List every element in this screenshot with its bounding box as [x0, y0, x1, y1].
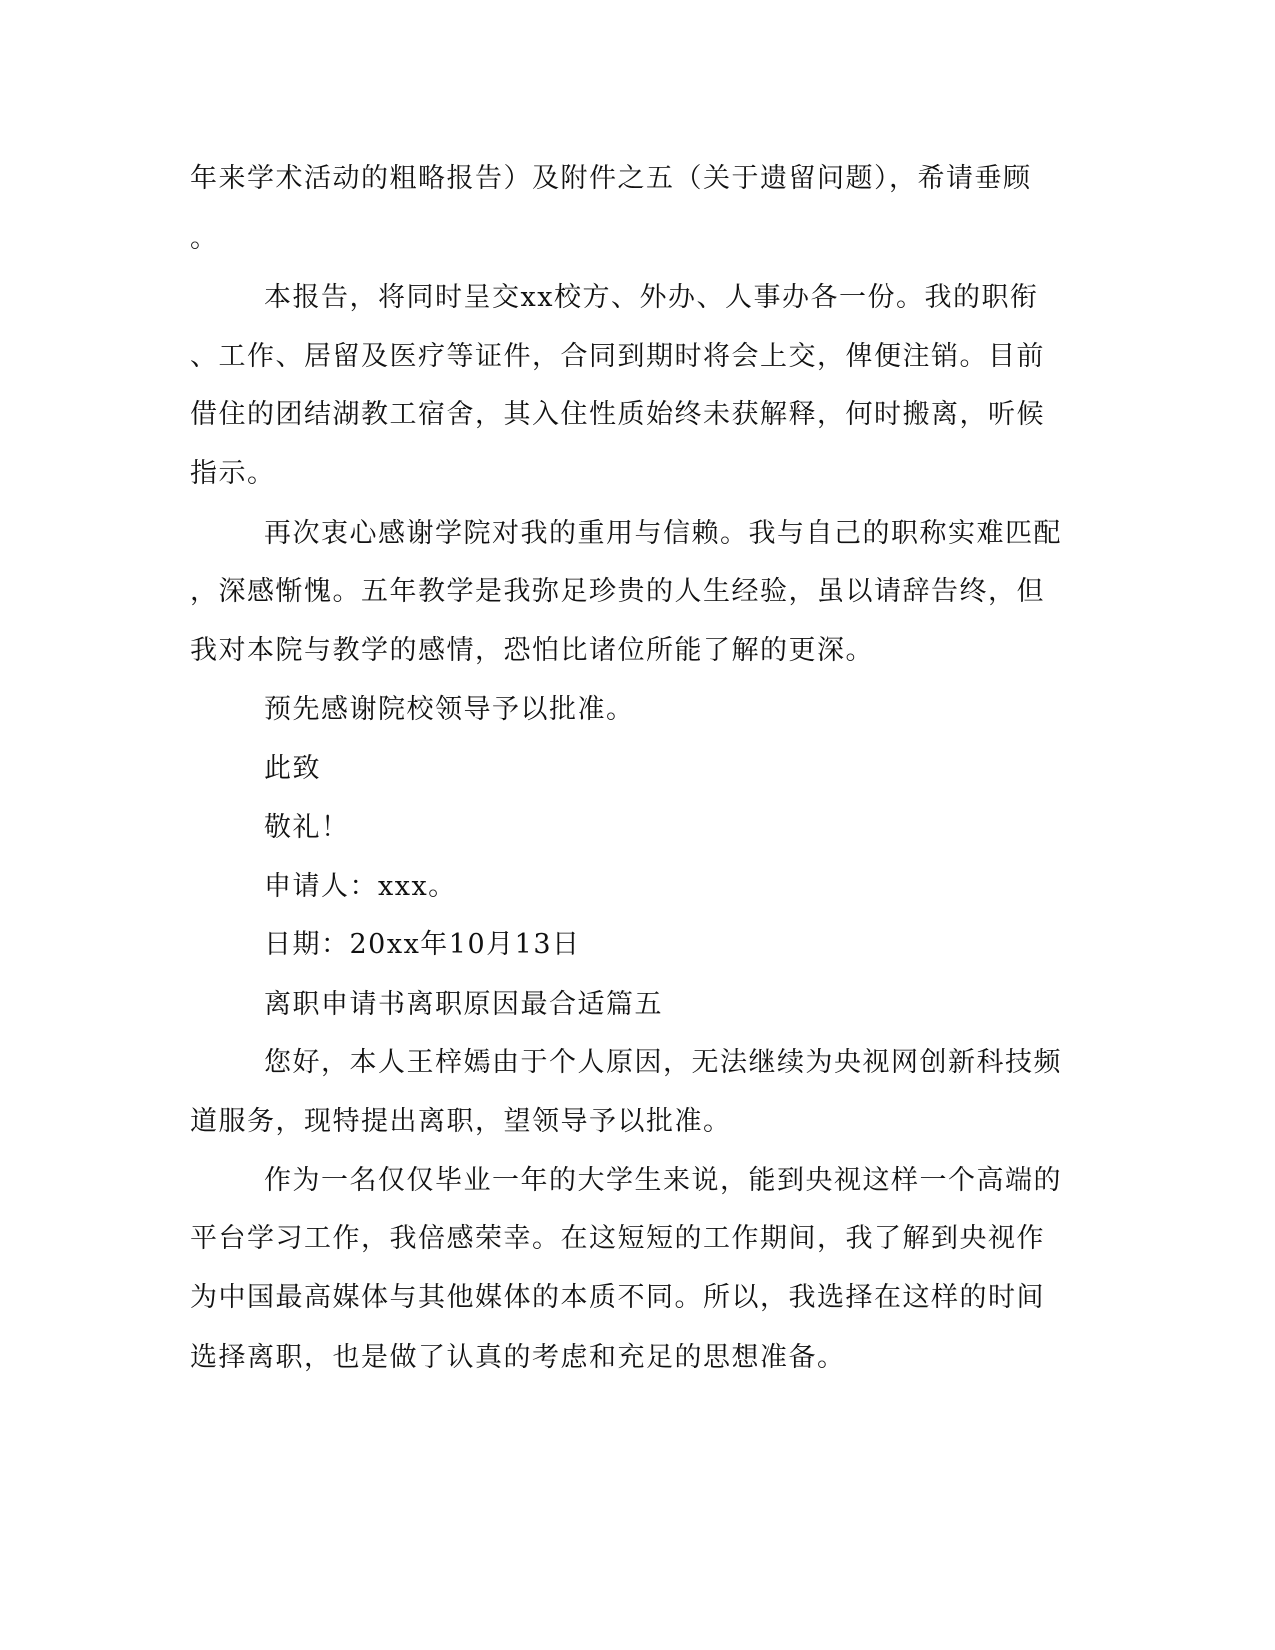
text-line: 再次衷心感谢学院对我的重用与信赖。我与自己的职称实难匹配 — [264, 518, 1062, 549]
text-line: 作为一名仅仅毕业一年的大学生来说，能到央视这样一个高端的 — [264, 1165, 1062, 1196]
text-line: 我对本院与教学的感情，恐怕比诸位所能了解的更深。 — [190, 635, 874, 666]
text-line: 您好，本人王梓嫣由于个人原因，无法继续为央视网创新科技频 — [264, 1047, 1062, 1078]
text-line: 预先感谢院校领导予以批准。 — [264, 694, 635, 725]
text-line: 指示。 — [190, 458, 276, 489]
text-line: 申请人：xxx。 — [264, 871, 457, 902]
text-line: 平台学习工作，我倍感荣幸。在这短短的工作期间，我了解到央视作 — [190, 1223, 1045, 1254]
text-line: 道服务，现特提出离职，望领导予以批准。 — [190, 1106, 732, 1137]
text-line: 此致 — [264, 753, 321, 784]
section-heading: 离职申请书离职原因最合适篇五 — [264, 989, 663, 1020]
text-line: 敬礼！ — [264, 812, 350, 843]
text-line: 、工作、居留及医疗等证件，合同到期时将会上交，俾便注销。目前 — [190, 341, 1045, 372]
text-line: 。 — [190, 223, 219, 254]
text-line: ，深感惭愧。五年教学是我弥足珍贵的人生经验，虽以请辞告终，但 — [190, 576, 1045, 607]
text-line: 借住的团结湖教工宿舍，其入住性质始终未获解释，何时搬离，听候 — [190, 399, 1045, 430]
text-line: 本报告，将同时呈交xx校方、外办、人事办各一份。我的职衔 — [264, 282, 1039, 313]
text-line: 选择离职，也是做了认真的考虑和充足的思想准备。 — [190, 1342, 846, 1373]
text-line: 日期：20xx年10月13日 — [264, 929, 581, 960]
text-line: 为中国最高媒体与其他媒体的本质不同。所以，我选择在这样的时间 — [190, 1282, 1045, 1313]
text-line: 年来学术活动的粗略报告）及附件之五（关于遗留问题），希请垂顾 — [190, 163, 1032, 194]
